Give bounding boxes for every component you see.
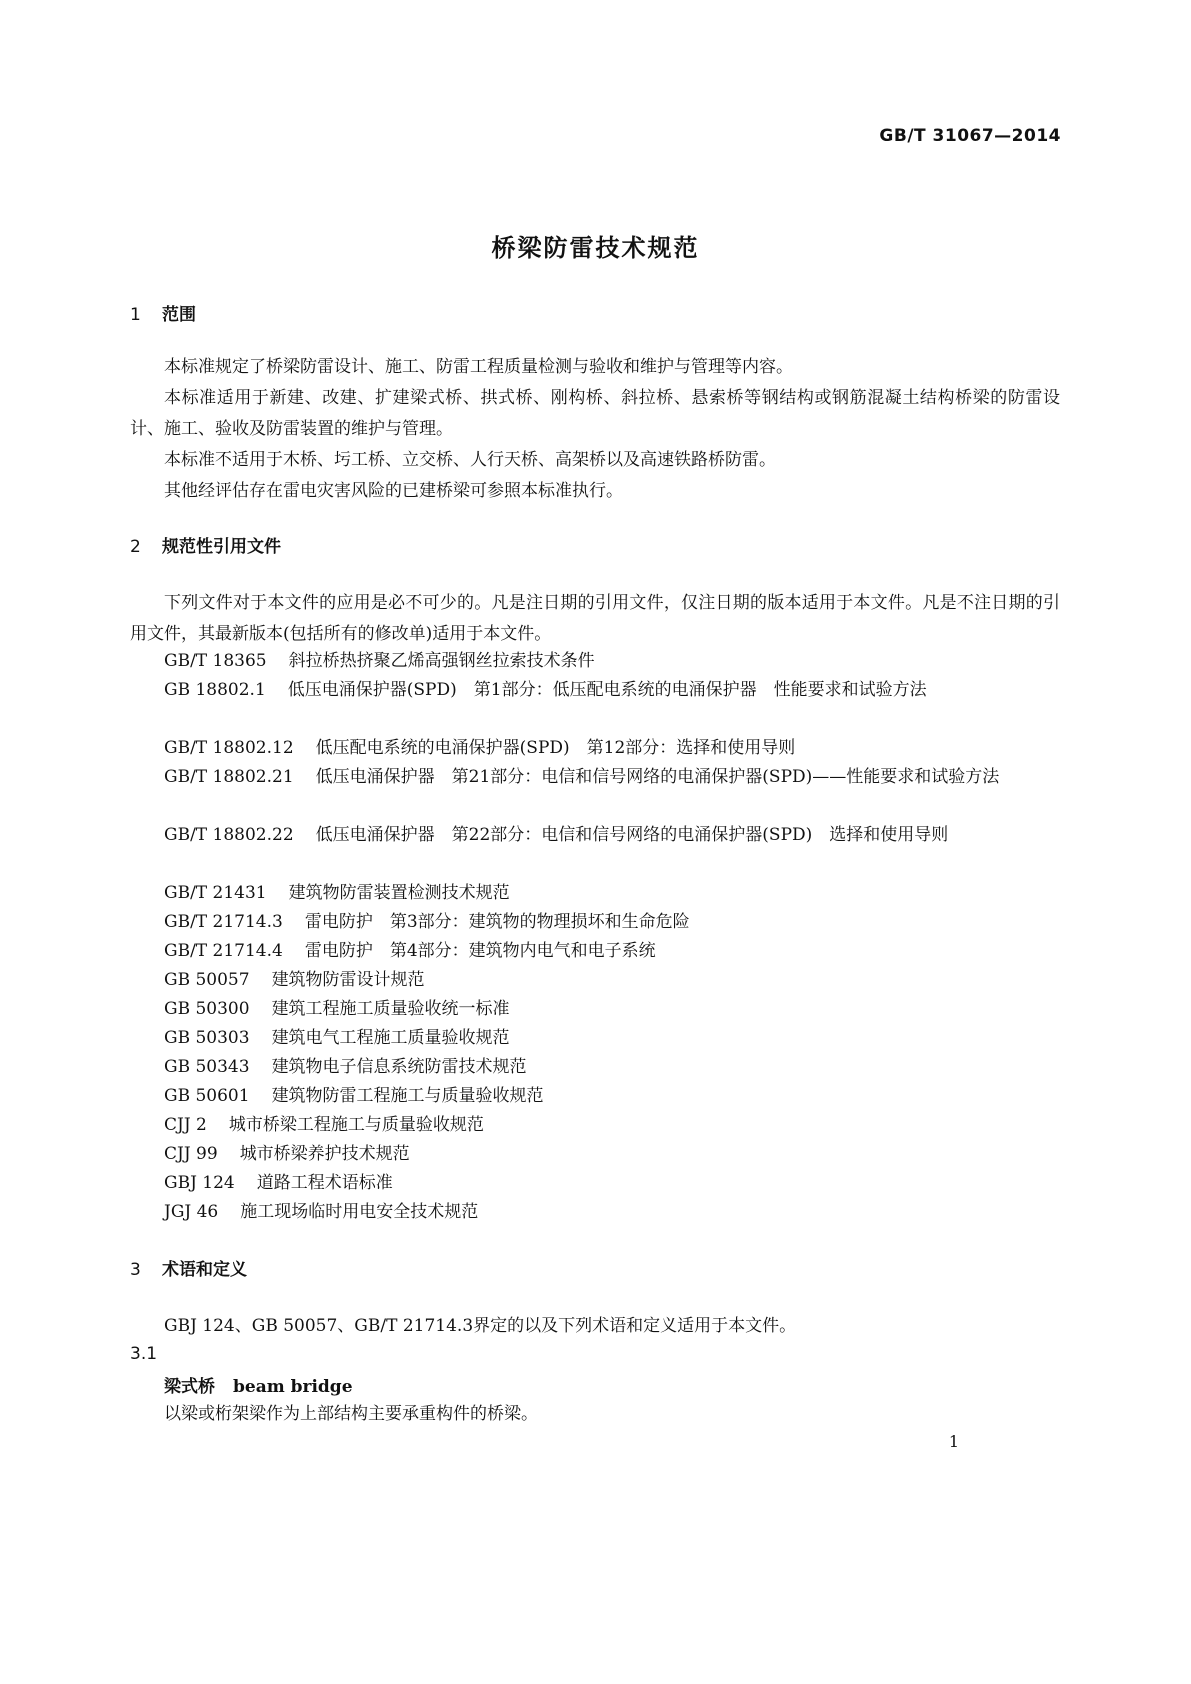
section-number: 2	[130, 537, 141, 557]
reference-title: 雷电防护 第4部分：建筑物内电气和电子系统	[304, 941, 656, 961]
paragraph: 本标准不适用于木桥、圬工桥、立交桥、人行天桥、高架桥以及高速铁路桥防雷。	[164, 450, 776, 470]
standard-code: GB/T 31067—2014	[879, 126, 1061, 146]
reference-code: GB/T 21714.3	[164, 912, 283, 932]
paragraph: 其他经评估存在雷电灾害风险的已建桥梁可参照本标准执行。	[164, 481, 623, 501]
reference-code: GB/T 21431	[164, 883, 267, 903]
section-title: 范围	[162, 305, 196, 325]
reference-item	[130, 965, 1060, 996]
reference-code: GB/T 18802.22	[164, 825, 294, 845]
paragraph: GBJ 124、GB 50057、GB/T 21714.3界定的以及下列术语和定义适用于本文件。	[164, 1316, 797, 1336]
term-name-zh: 梁式桥	[164, 1377, 215, 1397]
reference-code: GB 50343	[164, 1057, 250, 1077]
reference-item	[130, 994, 1060, 1025]
reference-item	[130, 820, 1060, 851]
reference-title: 施工现场临时用电安全技术规范	[240, 1202, 479, 1222]
reference-item	[130, 733, 1060, 764]
reference-code: GB 50303	[164, 1028, 250, 1048]
section-number: 1	[130, 305, 141, 325]
reference-title: 建筑物防雷设计规范	[271, 970, 425, 990]
reference-title: 建筑物防雷装置检测技术规范	[288, 883, 510, 903]
term-name	[164, 1372, 353, 1397]
section-title: 规范性引用文件	[162, 537, 281, 557]
reference-item	[130, 1139, 1060, 1170]
term-name-en: beam bridge	[233, 1377, 353, 1397]
reference-item	[130, 646, 1060, 677]
term-number: 3.1	[130, 1344, 158, 1364]
reference-item	[130, 1052, 1060, 1083]
reference-title: 低压电涌保护器 第22部分：电信和信号网络的电涌保护器(SPD) 选择和使用导则	[315, 825, 949, 845]
reference-code: GB/T 18802.21	[164, 767, 294, 787]
reference-code: JGJ 46	[164, 1202, 219, 1222]
reference-title: 低压电涌保护器(SPD) 第1部分：低压配电系统的电涌保护器 性能要求和试验方法	[287, 680, 927, 700]
reference-code: GB/T 21714.4	[164, 941, 283, 961]
reference-code: GB 50601	[164, 1086, 250, 1106]
reference-code: GBJ 124	[164, 1173, 235, 1193]
reference-item	[130, 675, 1060, 706]
reference-code: GB/T 18365	[164, 651, 267, 671]
reference-title: 建筑物防雷工程施工与质量验收规范	[271, 1086, 544, 1106]
reference-title: 雷电防护 第3部分：建筑物的物理损坏和生命危险	[304, 912, 690, 932]
section-heading-normative-references	[130, 532, 281, 557]
reference-item	[130, 1023, 1060, 1054]
reference-title: 低压配电系统的电涌保护器(SPD) 第12部分：选择和使用导则	[315, 738, 796, 758]
reference-code: GB 50300	[164, 999, 250, 1019]
reference-item	[130, 762, 1060, 793]
reference-title: 城市桥梁工程施工与质量验收规范	[228, 1115, 484, 1135]
reference-title: 斜拉桥热挤聚乙烯高强钢丝拉索技术条件	[288, 651, 595, 671]
reference-item	[130, 1197, 1060, 1228]
reference-title: 建筑物电子信息系统防雷技术规范	[271, 1057, 527, 1077]
reference-code: GB 50057	[164, 970, 250, 990]
reference-code: CJJ 99	[164, 1144, 218, 1164]
section-title: 术语和定义	[162, 1260, 247, 1280]
reference-item	[130, 936, 1060, 967]
reference-item	[130, 878, 1060, 909]
paragraph: 本标准规定了桥梁防雷设计、施工、防雷工程质量检测与验收和维护与管理等内容。	[164, 357, 793, 377]
reference-title: 城市桥梁养护技术规范	[239, 1144, 410, 1164]
term-definition: 以梁或桁架梁作为上部结构主要承重构件的桥梁。	[164, 1404, 538, 1424]
reference-code: GB 18802.1	[164, 680, 266, 700]
reference-item	[130, 1110, 1060, 1141]
reference-title: 建筑工程施工质量验收统一标准	[271, 999, 510, 1019]
paragraph: 下列文件对于本文件的应用是必不可少的。凡是注日期的引用文件，仅注日期的版本适用于本文件。凡是不注日期的引用文件，其最新版本(包括所有的修改单)适用于本文件。	[130, 593, 1060, 644]
reference-item	[130, 907, 1060, 938]
section-heading-terms	[130, 1255, 247, 1280]
section-heading-scope	[130, 300, 196, 325]
reference-item	[130, 1168, 1060, 1199]
page-number: 1	[948, 1432, 959, 1451]
reference-code: GB/T 18802.12	[164, 738, 294, 758]
page-title: 桥梁防雷技术规范	[491, 234, 700, 262]
reference-title: 建筑电气工程施工质量验收规范	[271, 1028, 510, 1048]
reference-title: 道路工程术语标准	[256, 1173, 393, 1193]
reference-code: CJJ 2	[164, 1115, 207, 1135]
paragraph: 本标准适用于新建、改建、扩建梁式桥、拱式桥、刚构桥、斜拉桥、悬索桥等钢结构或钢筋混凝土结构桥梁的防雷设计、施工、验收及防雷装置的维护与管理。	[130, 388, 1060, 439]
reference-title: 低压电涌保护器 第21部分：电信和信号网络的电涌保护器(SPD)——性能要求和试验方法	[315, 767, 1000, 787]
reference-item	[130, 1081, 1060, 1112]
section-number: 3	[130, 1260, 141, 1280]
